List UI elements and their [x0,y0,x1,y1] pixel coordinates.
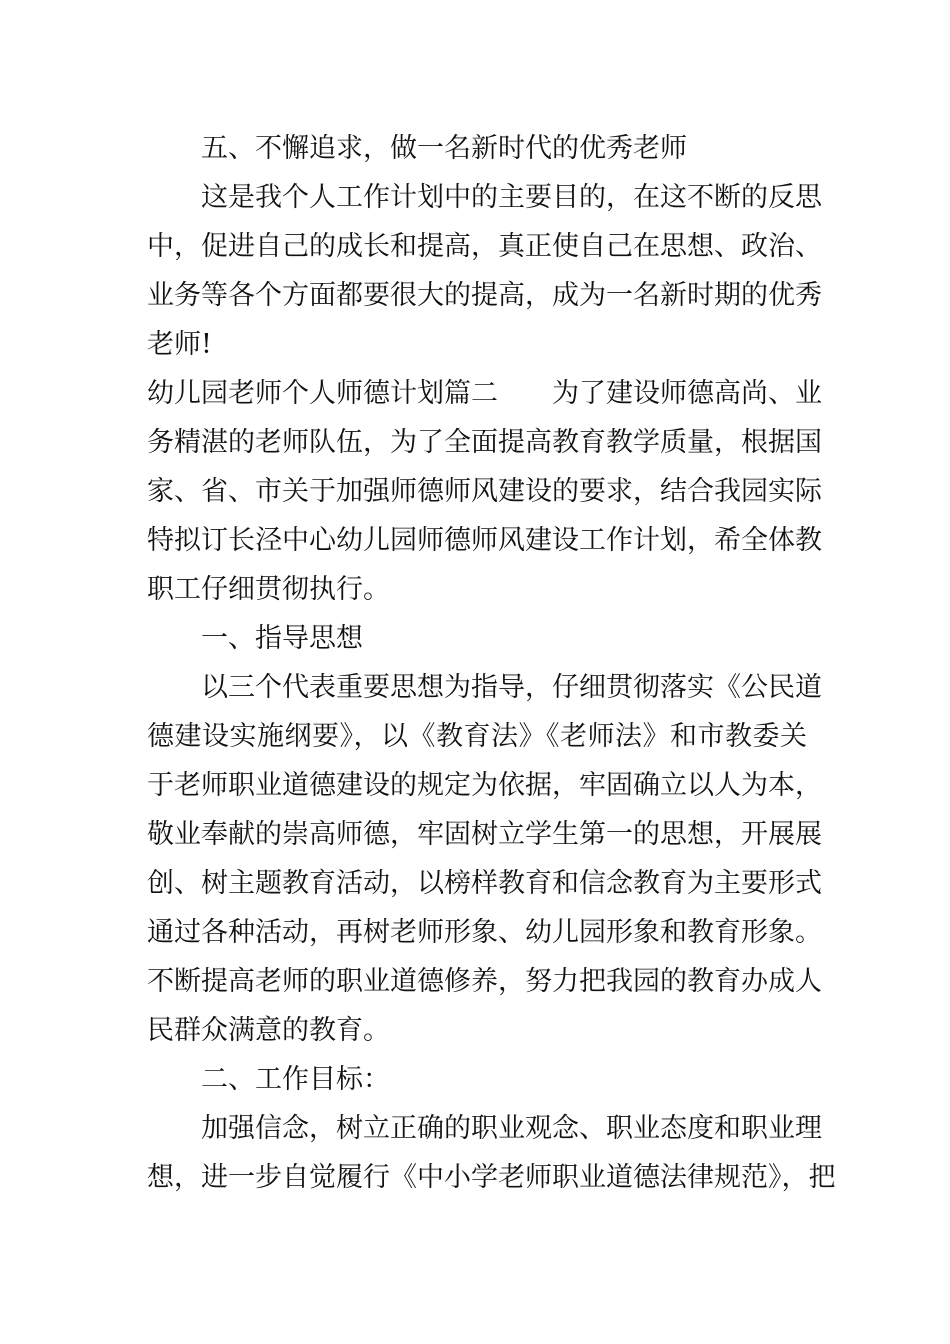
paragraph-line: 于老师职业道德建设的规定为依据，牢固确立以人为本， [147,770,822,801]
paragraph-line: 这是我个人工作计划中的主要目的，在这不断的反思 [201,182,822,213]
paragraph-line: 家、省、市关于加强师德师风建设的要求，结合我园实际 [147,476,822,507]
paragraph-line: 以三个代表重要思想为指导，仔细贯彻落实《公民道 [201,672,822,703]
document-body [147,124,836,1202]
paragraph-line: 业务等各个方面都要很大的提高，成为一名新时期的优秀 [147,280,822,311]
paragraph-line: 创、树主题教育活动，以榜样教育和信念教育为主要形式 [147,868,822,899]
paragraph-line: 特拟订长泾中心幼儿园师德师风建设工作计划，希全体教 [147,525,822,556]
article-title: 幼儿园老师个人师德计划篇二 [147,378,498,409]
paragraph-line: 民群众满意的教育。 [147,1015,390,1046]
paragraph-line: 想，进一步自觉履行《中小学老师职业道德法律规范》，把 [147,1162,836,1193]
paragraph-line: 加强信念，树立正确的职业观念、职业态度和职业理 [201,1113,822,1144]
paragraph-line: 敬业奉献的崇高师德，牢固树立学生第一的思想，开展展 [147,819,822,850]
paragraph-text: 为了建设师德高尚、业 [552,378,822,409]
article-title-line [147,369,822,418]
paragraph-line: 德建设实施纲要》，以《教育法》《老师法》和市教委关 [147,721,807,752]
paragraph-line: 务精湛的老师队伍，为了全面提高教育教学质量，根据国 [147,427,822,458]
paragraph-line: 通过各种活动，再树老师形象、幼儿园形象和教育形象。 [147,917,822,948]
paragraph-line: 中，促进自己的成长和提高，真正使自己在思想、政治、 [147,231,822,262]
section-heading-5: 五、不懈追求，做一名新时代的优秀老师 [201,133,687,164]
paragraph-line: 老师! [147,329,212,360]
section-heading-2: 二、工作目标： [201,1064,390,1095]
paragraph-line: 不断提高老师的职业道德修养，努力把我园的教育办成人 [147,966,822,997]
paragraph-line: 职工仔细贯彻执行。 [147,574,390,605]
section-heading-1: 一、指导思想 [201,623,363,654]
